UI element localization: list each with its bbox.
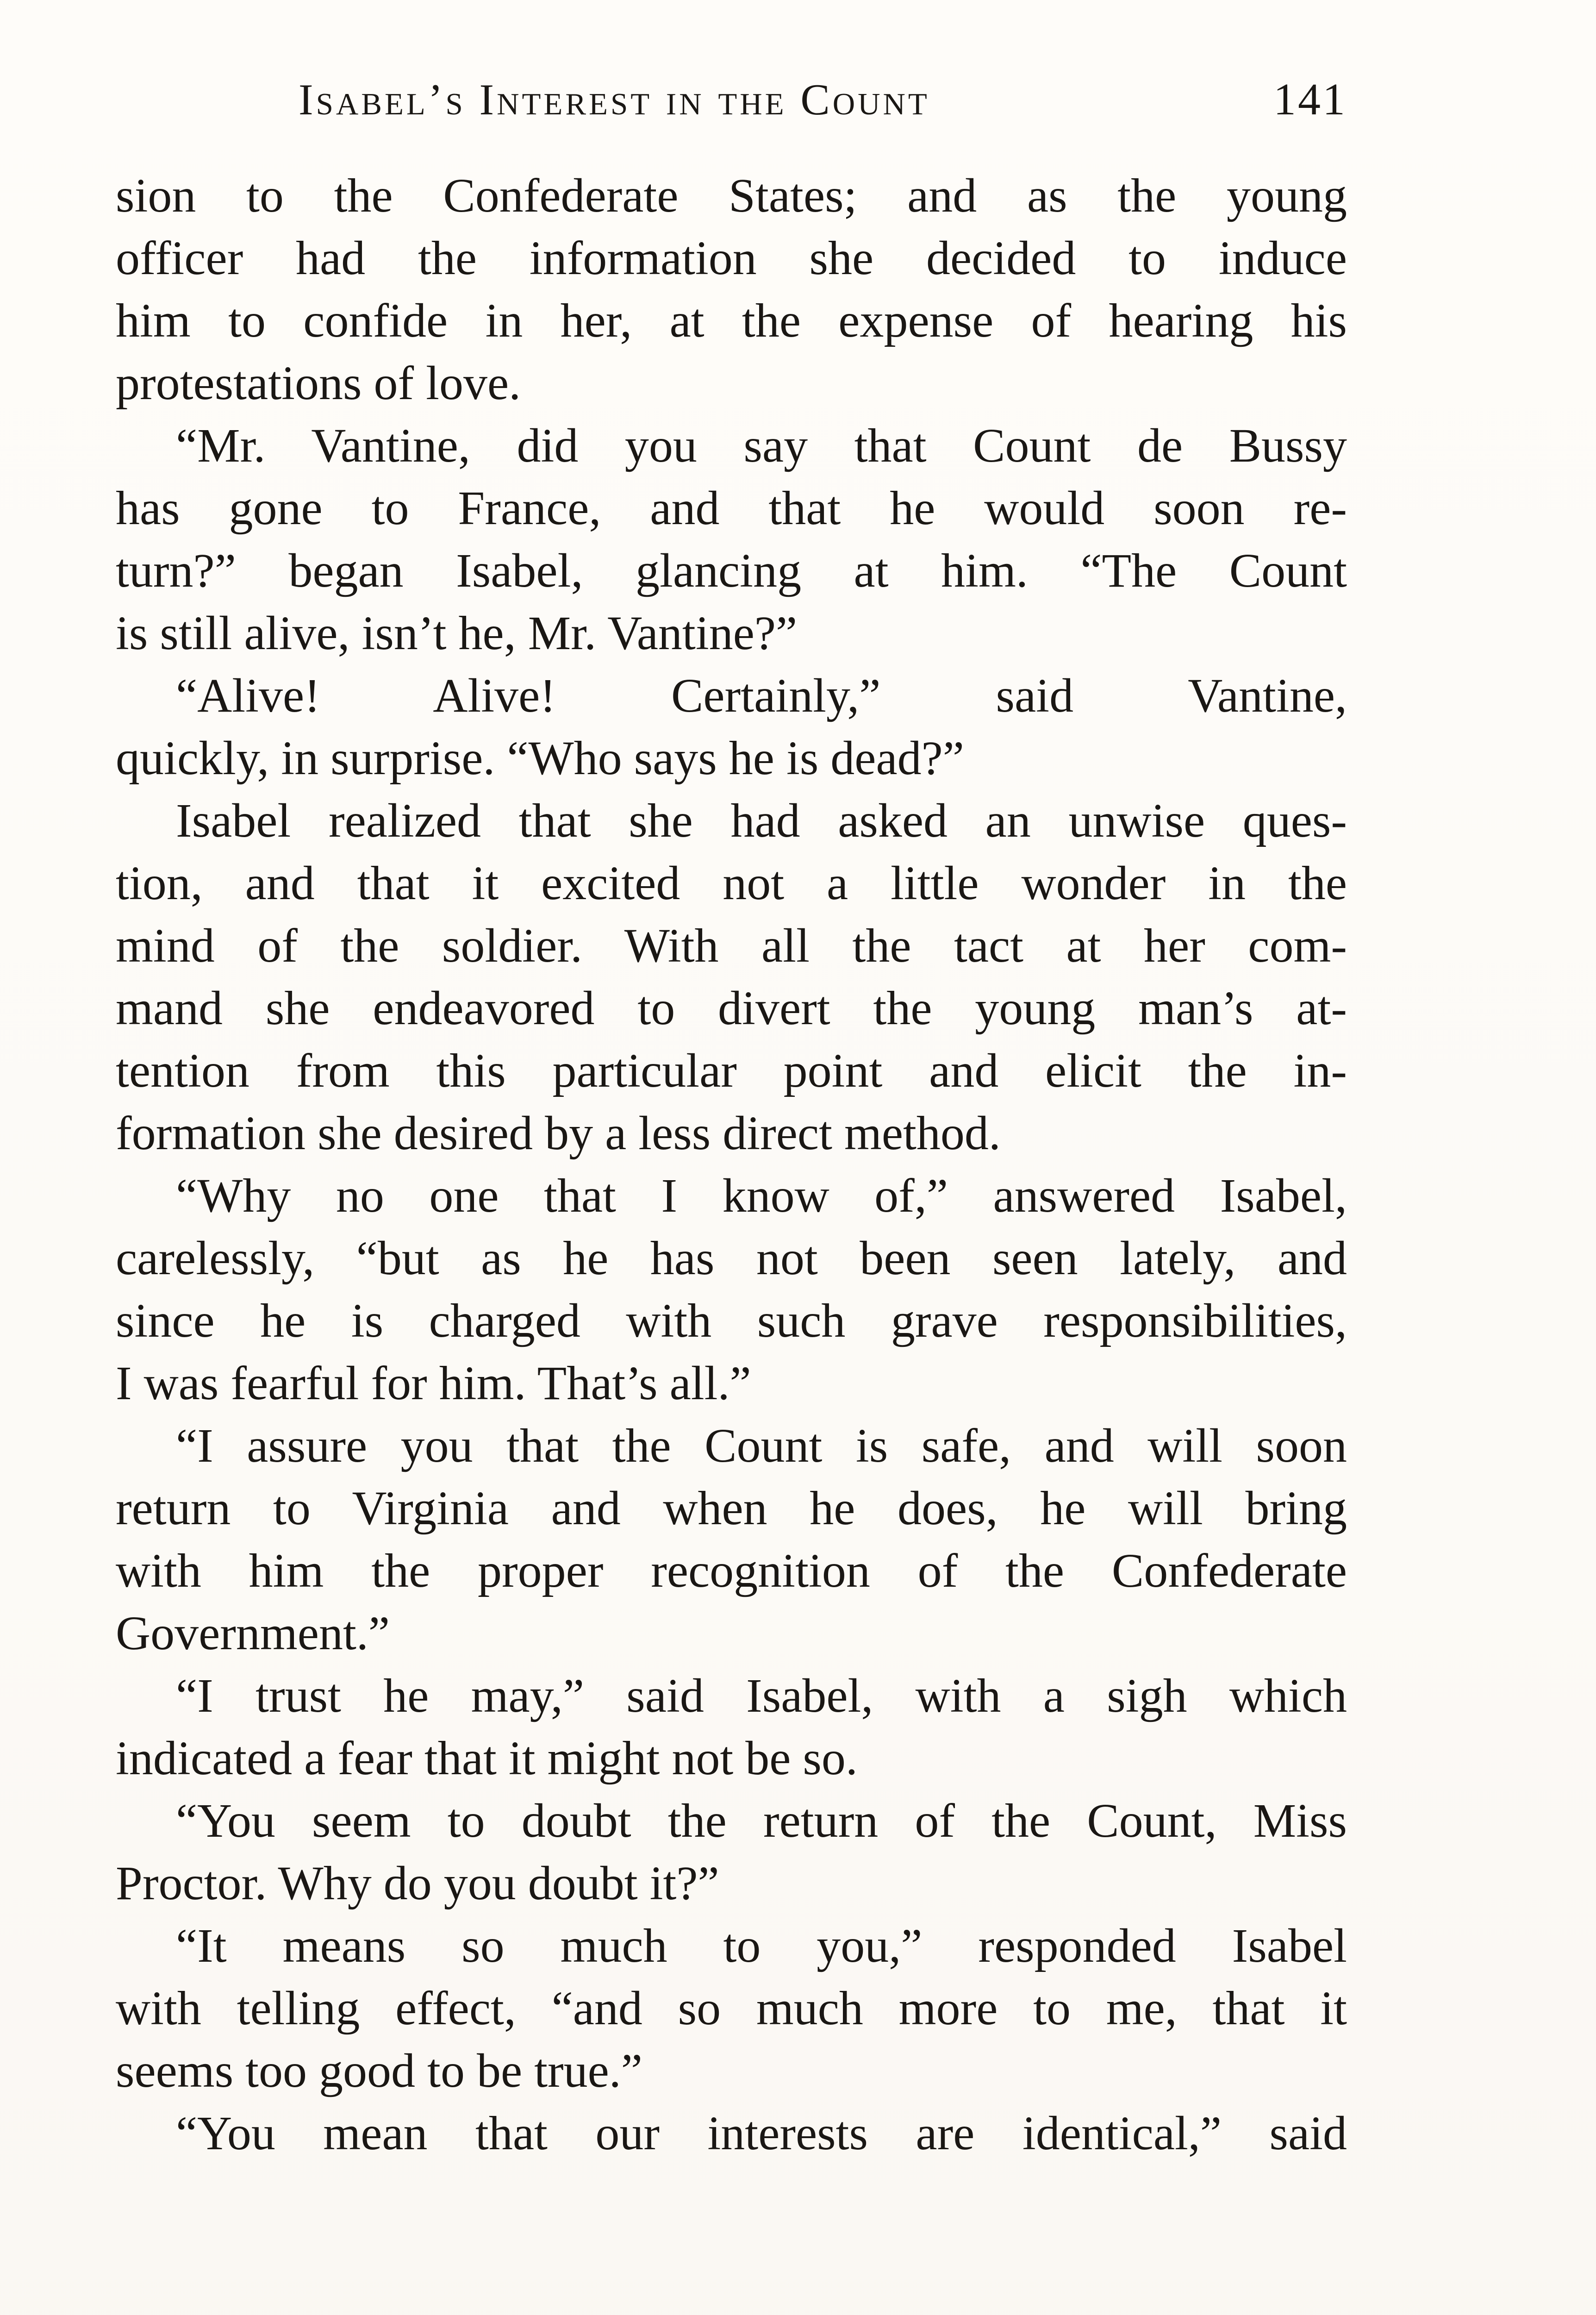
text-line: formation she desired by a less direct method. <box>116 1107 1001 1160</box>
text-line: is still alive, isn’t he, Mr. Vantine?” <box>116 607 798 660</box>
paragraph <box>116 164 1347 414</box>
text-line: indicated a fear that it might not be so. <box>116 1732 858 1785</box>
paragraph <box>116 1164 1347 1414</box>
paragraph <box>116 789 1347 1164</box>
text-line: I was fearful for him. That’s all.” <box>116 1357 751 1410</box>
text-line: “You seem to doubt the return of the Count, Miss <box>176 1794 1347 1847</box>
paragraph <box>116 664 1347 789</box>
text-line: with telling effect, “and so much more to me, that it <box>116 1982 1347 2035</box>
text-line: carelessly, “but as he has not been seen lately, and <box>116 1232 1347 1285</box>
text-line: return to Virginia and when he does, he will bring <box>116 1482 1347 1535</box>
paragraph <box>116 1789 1347 1915</box>
text-line: officer had the information she decided to induce <box>116 232 1347 285</box>
paragraph <box>116 1915 1347 2102</box>
text-line: “Why no one that I know of,” answered Isabel, <box>176 1169 1347 1222</box>
text-line: “Mr. Vantine, did you say that Count de Bussy <box>176 419 1347 472</box>
paragraph <box>116 1664 1347 1789</box>
text-line: turn?” began Isabel, glancing at him. “The Count <box>116 544 1347 597</box>
text-line: since he is charged with such grave responsibilities, <box>116 1294 1347 1347</box>
text-line: sion to the Confederate States; and as the young <box>116 169 1347 222</box>
paragraph <box>116 1414 1347 1664</box>
text-line: “You mean that our interests are identical,” said <box>176 2107 1347 2160</box>
paragraph <box>116 2102 1347 2165</box>
text-line: tion, and that it excited not a little wonder in the <box>116 857 1347 910</box>
text-line: “I assure you that the Count is safe, and will soon <box>176 1419 1347 1472</box>
text-line: protestations of love. <box>116 357 521 410</box>
running-head <box>116 69 1347 130</box>
text-line: Proctor. Why do you doubt it?” <box>116 1857 719 1910</box>
page-number: 141 <box>1273 75 1347 125</box>
text-line: tention from this particular point and elicit the in- <box>116 1044 1347 1097</box>
text-line: mand she endeavored to divert the young man’s at- <box>116 982 1347 1035</box>
text-line: “I trust he may,” said Isabel, with a sigh which <box>176 1669 1347 1722</box>
text-line: quickly, in surprise. “Who says he is dead?” <box>116 732 964 785</box>
text-line: “Alive! Alive! Certainly,” said Vantine, <box>176 669 1347 722</box>
paragraph <box>116 414 1347 664</box>
text-line: him to confide in her, at the expense of hearing his <box>116 294 1347 347</box>
text-line: seems too good to be true.” <box>116 2044 642 2097</box>
text-line: “It means so much to you,” responded Isabel <box>176 1919 1347 1972</box>
text-line: Government.” <box>116 1607 390 1660</box>
running-title: Isabel’s Interest in the Count <box>299 75 930 124</box>
body-text <box>116 164 1347 2165</box>
text-line: mind of the soldier. With all the tact at her com- <box>116 919 1347 972</box>
text-line: has gone to France, and that he would soon re- <box>116 482 1347 535</box>
text-line: Isabel realized that she had asked an unwise ques- <box>176 794 1347 847</box>
text-line: with him the proper recognition of the Confederate <box>116 1544 1347 1597</box>
